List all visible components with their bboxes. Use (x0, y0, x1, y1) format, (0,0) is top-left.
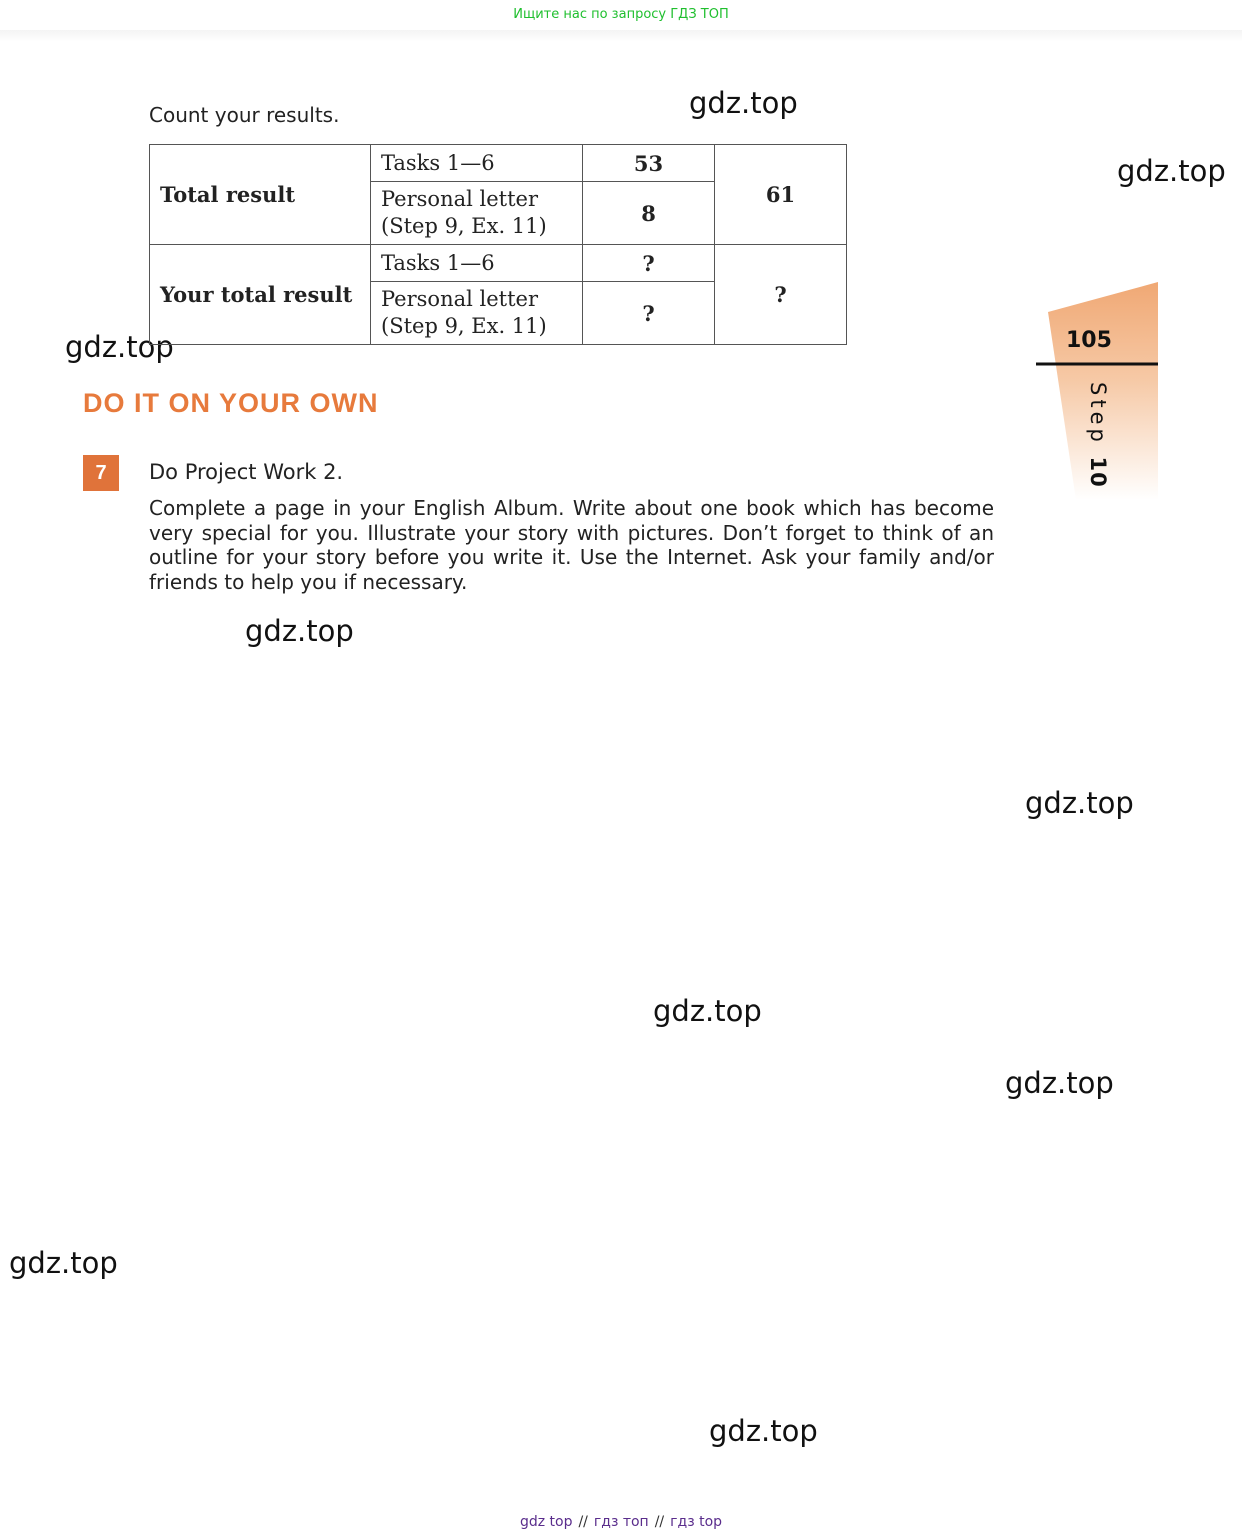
top-banner (0, 7, 1242, 22)
footer-link[interactable]: gdz top (519, 1514, 573, 1530)
results-table (149, 144, 847, 345)
table-row (150, 145, 847, 182)
task-cell (371, 282, 583, 345)
watermark: gdz.top (689, 86, 798, 120)
page-number: 105 (1066, 328, 1112, 353)
step-number: 10 (1086, 456, 1110, 488)
watermark: gdz.top (1025, 786, 1134, 820)
watermark: gdz.top (9, 1246, 118, 1280)
exercise-body: Complete a page in your English Album. Write about one book which has become very special for you. Illustrate your story with pictures. Don’t forget to think of an outline for your story before you write it. Use the Internet. Ask your family and/or friends to help you if necessary. (149, 496, 994, 594)
value-cell: 8 (583, 182, 715, 245)
total-cell: ? (715, 245, 847, 345)
table-row (150, 245, 847, 282)
exercise-number-badge: 7 (83, 455, 119, 491)
row-header: Your total result (150, 245, 371, 345)
footer-separator: // (654, 1514, 665, 1530)
task-cell: Tasks 1—6 (371, 145, 583, 182)
total-cell: 61 (715, 145, 847, 245)
watermark: gdz.top (245, 614, 354, 648)
footer-link[interactable]: гдз топ (593, 1514, 649, 1530)
task-line: (Step 9, Ex. 11) (381, 214, 547, 238)
task-line: Personal letter (381, 287, 538, 311)
banner-link[interactable]: Ищите нас по запросу ГДЗ ТОП (513, 7, 729, 22)
footer-link[interactable]: гдз top (670, 1514, 723, 1530)
value-cell: ? (583, 282, 715, 345)
section-title: DO IT ON YOUR OWN (83, 388, 379, 418)
watermark: gdz.top (709, 1414, 818, 1448)
step-word: Step (1086, 382, 1110, 446)
task-cell: Tasks 1—6 (371, 245, 583, 282)
intro-text: Count your results. (149, 103, 340, 127)
watermark: gdz.top (65, 330, 174, 364)
task-line: Personal letter (381, 187, 538, 211)
exercise-heading: Do Project Work 2. (149, 460, 344, 484)
row-header: Total result (150, 145, 371, 245)
footer-links (0, 1514, 1242, 1530)
value-cell: 53 (583, 145, 715, 182)
watermark: gdz.top (1005, 1066, 1114, 1100)
step-label (1086, 382, 1110, 488)
watermark: gdz.top (1117, 154, 1226, 188)
task-cell (371, 182, 583, 245)
footer-separator: // (578, 1514, 588, 1530)
top-divider (0, 30, 1242, 42)
task-line: (Step 9, Ex. 11) (381, 314, 547, 338)
value-cell: ? (583, 245, 715, 282)
watermark: gdz.top (653, 994, 762, 1028)
